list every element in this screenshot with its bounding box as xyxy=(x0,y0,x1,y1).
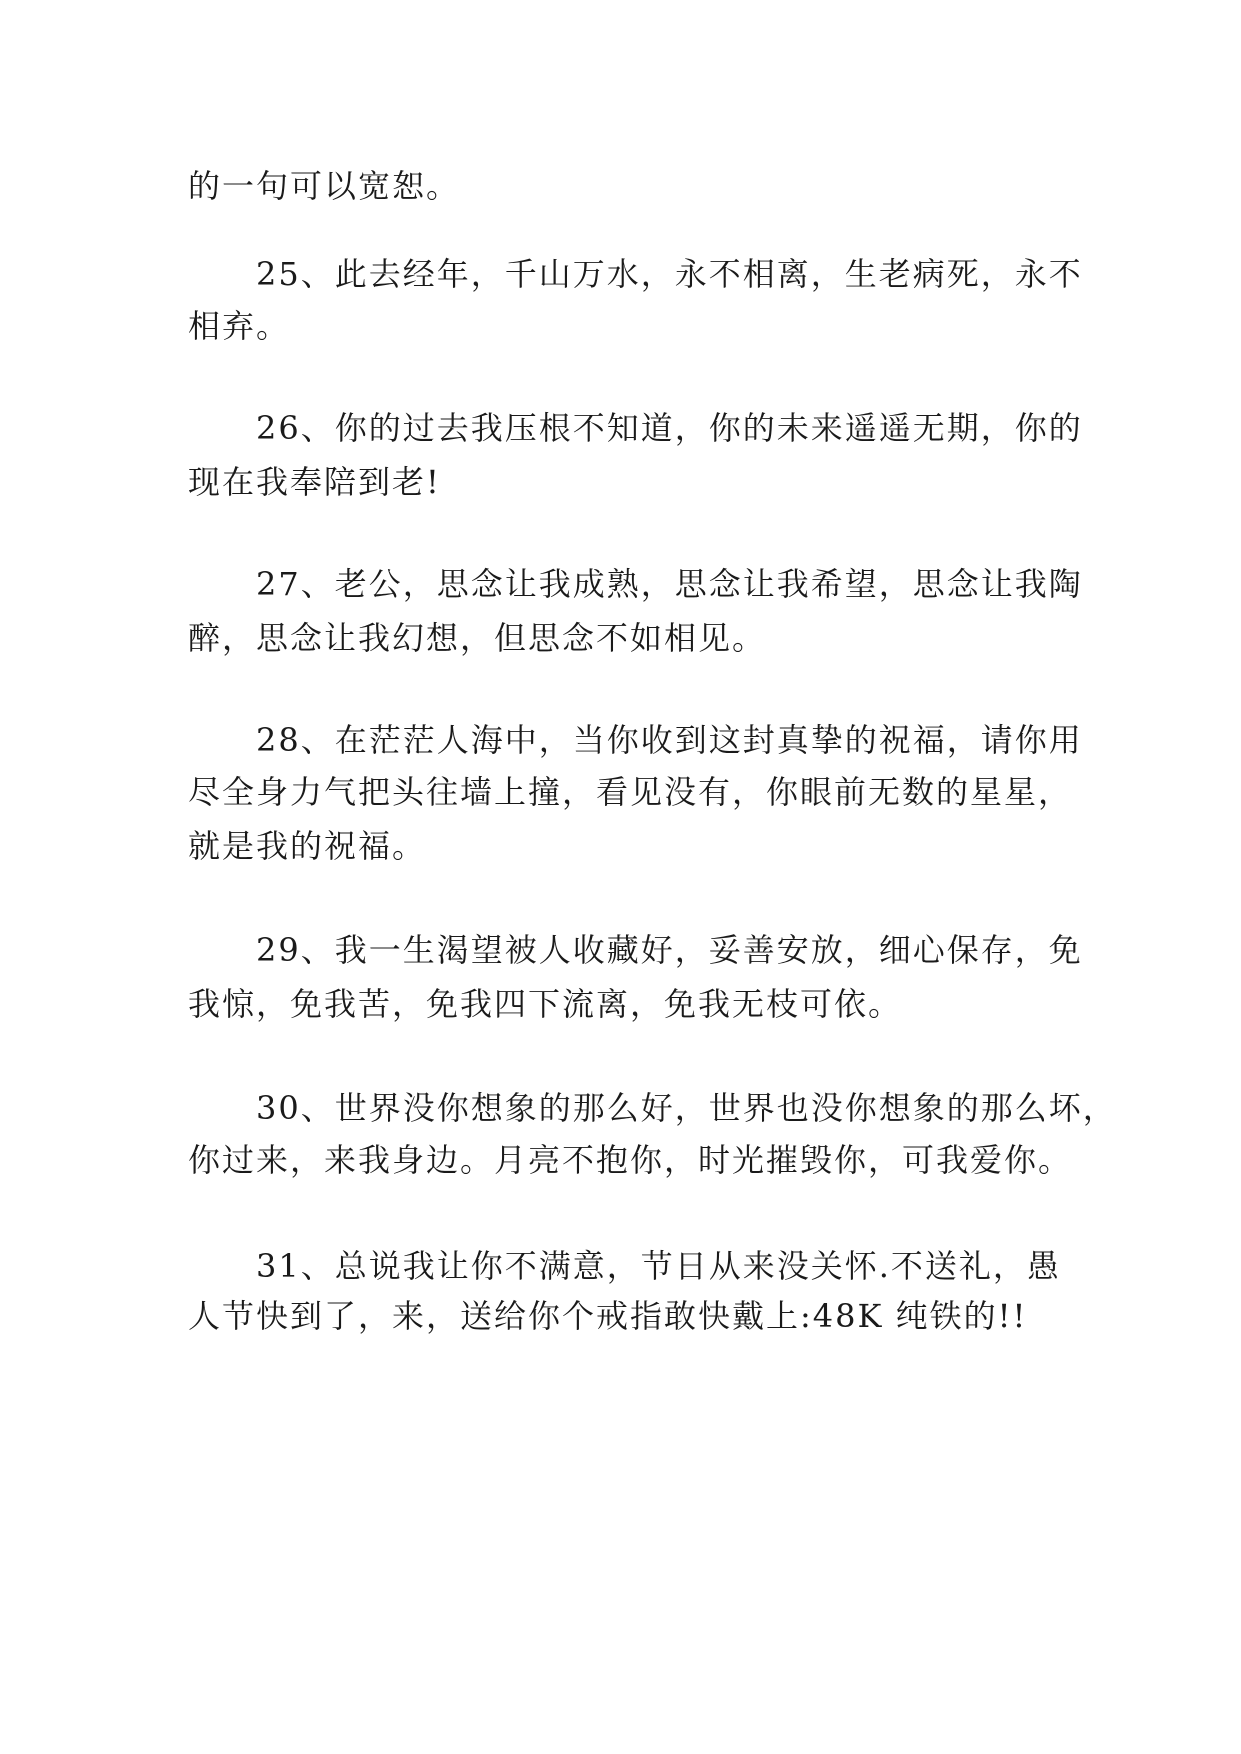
paragraph-30-line-2: 你过来，来我身边。月亮不抱你，时光摧毁你，可我爱你。 xyxy=(188,1141,1073,1179)
paragraph-25-line-1: 25、此去经年，千山万水，永不相离，生老病死，永不 xyxy=(256,255,1083,293)
paragraph-29-line-2: 我惊，免我苦，免我四下流离，免我无枝可依。 xyxy=(188,985,903,1023)
paragraph-27-line-2: 醉，思念让我幻想，但思念不如相见。 xyxy=(188,619,767,657)
paragraph-27-line-1: 27、老公，思念让我成熟，思念让我希望，思念让我陶 xyxy=(256,565,1083,603)
paragraph-31-line-2: 人节快到了，来，送给你个戒指敢快戴上:48K 纯铁的!! xyxy=(188,1297,1028,1335)
paragraph-25-line-2: 相弃。 xyxy=(188,307,291,345)
paragraph-31-line-1: 31、总说我让你不满意，节日从来没关怀.不送礼，愚 xyxy=(256,1247,1061,1285)
paragraph-30-line-1: 30、世界没你想象的那么好，世界也没你想象的那么坏， xyxy=(256,1089,1117,1127)
paragraph-26-line-2: 现在我奉陪到老! xyxy=(188,463,441,501)
paragraph-26-line-1: 26、你的过去我压根不知道，你的未来遥遥无期，你的 xyxy=(256,409,1083,447)
paragraph-28-line-2: 尽全身力气把头往墙上撞，看见没有，你眼前无数的星星， xyxy=(188,773,1073,811)
paragraph-24-line-2: 的一句可以宽恕。 xyxy=(188,167,461,205)
paragraph-28-line-1: 28、在茫茫人海中，当你收到这封真挚的祝福，请你用 xyxy=(256,721,1083,759)
paragraph-28-line-3: 就是我的祝福。 xyxy=(188,827,427,865)
paragraph-29-line-1: 29、我一生渴望被人收藏好，妥善安放，细心保存，免 xyxy=(256,931,1083,969)
